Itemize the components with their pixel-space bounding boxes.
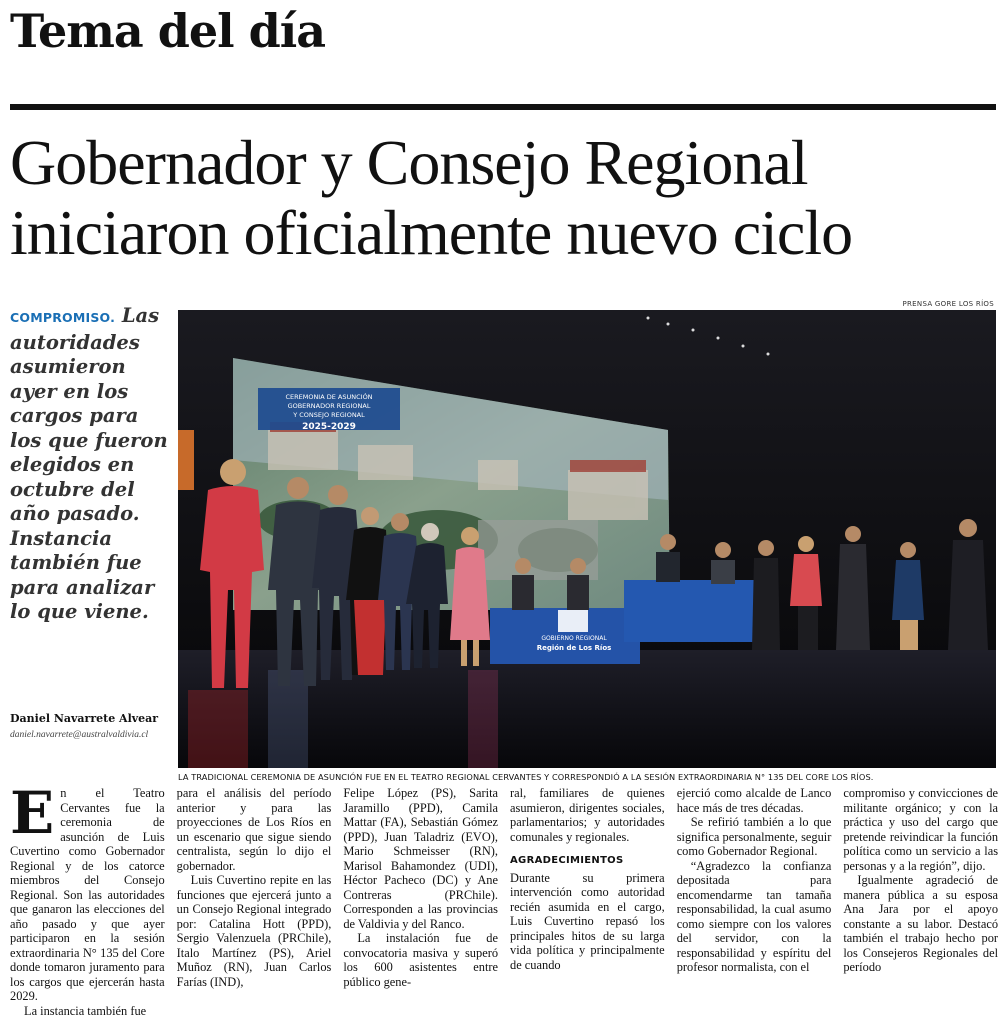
screen-title-line-1: CEREMONIA DE ASUNCIÓN [285, 392, 372, 401]
article-body [10, 786, 998, 1008]
col1-paragraph-1: n el Teatro Cervantes fue la ceremonia de asunción de Luis Cuvertino como Gobernador Regional y de los catorce miembros del Consejo Regional. Son las autoridades que ganaron las elecciones del año pasado y que ayer participaron en la sesión extraordinaria N° 135 del Core donde tomaron juramento para los cargos que ejercerán hasta 2029. [10, 786, 165, 1003]
body-column-5 [677, 786, 832, 1008]
col3-paragraph-2: La instalación fue de convocatoria masiva y superó los 600 asistentes entre público gene- [343, 931, 498, 989]
lede [10, 304, 168, 625]
ceremony-photo [178, 310, 996, 768]
dropcap: E [10, 788, 54, 838]
screen-title-year: 2025-2029 [302, 422, 356, 432]
col4-paragraph-2: Durante su primera intervención como autoridad recién asumida en el cargo, Luis Cuvertino repasó los principales hitos de su larga vida política y principalmente de cuando [510, 871, 665, 973]
col2-paragraph-1: para el análisis del período anterior y para las proyecciones de Los Ríos en un escenario que sigue siendo centralista, según lo dijo el gobernador. [177, 786, 332, 873]
col2-paragraph-2: Luis Cuvertino repite en las funciones que ejercerá junto a un Consejo Regional integrado por: Catalina Hott (PPD), Sergio Valenzuela (PRChile), Italo Martínez (PS), Ariel Muñoz (RN), Juan Carlos Farías (IND), [177, 873, 332, 989]
banner-line-1: GOBIERNO REGIONAL [541, 635, 607, 642]
body-column-1 [10, 786, 165, 1008]
article-photo [178, 310, 996, 768]
body-column-3 [343, 786, 498, 1008]
lede-text: Las autoridades asumieron ayer en los cargos para los que fueron elegidos en octubre del año pasado. Instancia también fue para analizar lo que viene. [10, 304, 168, 623]
col5-paragraph-1: ejerció como alcalde de Lanco hace más de tres décadas. [677, 786, 832, 815]
headline-line-1: Gobernador y Consejo Regional [10, 128, 1000, 198]
screen-title-line-2: GOBERNADOR REGIONAL [288, 402, 371, 410]
headline-line-2: iniciaron oficialmente nuevo ciclo [10, 198, 1000, 268]
lede-kicker: COMPROMISO. [10, 310, 115, 325]
byline-email[interactable]: daniel.navarrete@australvaldivia.cl [10, 730, 148, 740]
col1-paragraph-2: La instancia también fue [10, 1004, 165, 1018]
col4-paragraph-1: ral, familiares de quienes asumieron, dirigentes sociales, parlamentarios; y autoridades comunales y regionales. [510, 786, 665, 844]
col3-paragraph-1: Felipe López (PS), Sarita Jaramillo (PPD), Camila Mattar (FA), Sebastián Gómez (PPD), Juan Taladriz (EVO), Mario Schmeisser (RN), Marisol Bahamondez (UDI), Héctor Pacheco (DC) y Ane Contreras (PRChile). Corresponden a las provincias de Valdivia y del Ranco. [343, 786, 498, 931]
body-column-6 [843, 786, 998, 1008]
col5-paragraph-3: “Agradezco la confianza depositada para encomendarme tan tamaña responsabilidad, la cual asumo como siempre con los valores del servidor, con la responsabilidad y espíritu del profesor normalista, con el [677, 859, 832, 975]
photo-credit: PRENSA GORE LOS RÍOS [903, 300, 995, 308]
screen-title-line-3: Y CONSEJO REGIONAL [292, 411, 365, 419]
section-rule [10, 104, 996, 110]
banner-line-2: Región de Los Ríos [537, 644, 612, 652]
body-column-2 [177, 786, 332, 1008]
photo-caption: LA TRADICIONAL CEREMONIA DE ASUNCIÓN FUE EN EL TEATRO REGIONAL CERVANTES Y CORRESPONDIÓ A LA SESIÓN EXTRAORDINARIA N° 135 DEL CORE LOS RÍOS. [178, 772, 998, 782]
byline-author: Daniel Navarrete Alvear [10, 712, 158, 725]
section-title: Tema del día [10, 0, 325, 62]
body-column-4 [510, 786, 665, 1008]
headline [10, 128, 1000, 268]
col6-paragraph-1: compromiso y convicciones de militante orgánico; y con la práctica y uso del cargo que pretende reivindicar la función política como un servicio a las personas y a la región”, dijo. [843, 786, 998, 873]
col5-paragraph-2: Se refirió también a lo que significa personalmente, seguir como Gobernador Regional. [677, 815, 832, 859]
subhead-agradecimientos: AGRADECIMIENTOS [510, 854, 665, 869]
col6-paragraph-2: Igualmente agradeció de manera pública a su esposa Ana Jara por el apoyo constante a su labor. Destacó también el trabajo hecho por los Consejeros Regionales del período [843, 873, 998, 975]
